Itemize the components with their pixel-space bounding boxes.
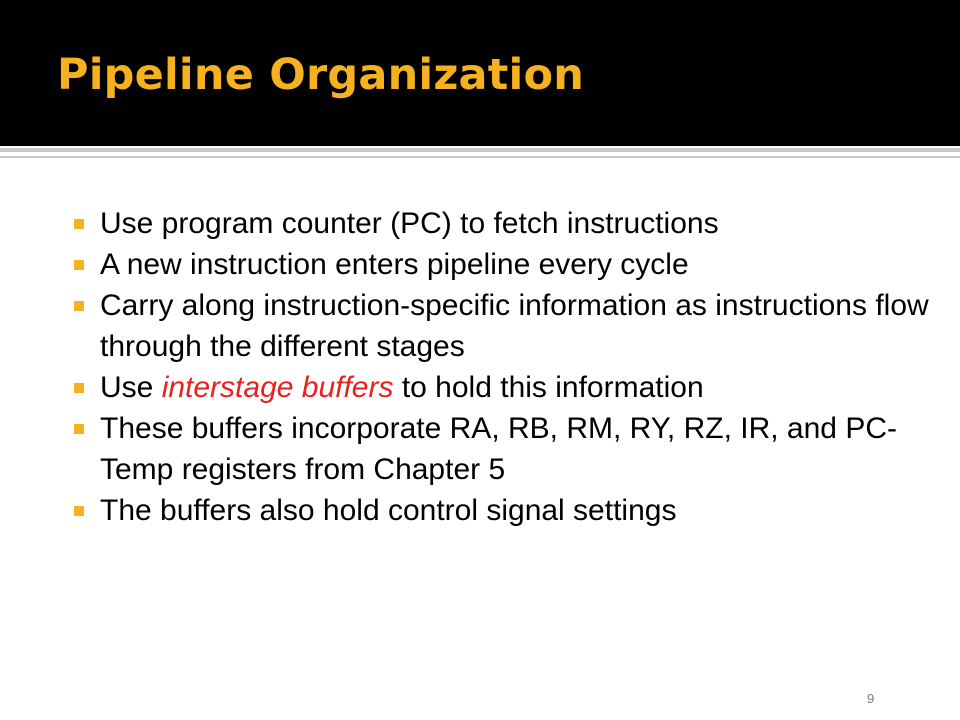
bullet-item bbox=[72, 244, 942, 285]
bullet-text-before: Use bbox=[100, 371, 162, 404]
square-bullet-icon bbox=[74, 506, 84, 516]
bullet-item bbox=[72, 367, 942, 408]
title-bar bbox=[0, 0, 960, 146]
bullet-list bbox=[72, 203, 942, 531]
bullet-text: Use program counter (PC) to fetch instructions bbox=[100, 207, 719, 240]
square-bullet-icon bbox=[74, 260, 84, 270]
header-divider bbox=[0, 148, 960, 152]
bullet-text: These buffers incorporate RA, RB, RM, RY, RZ, IR, and PC-Temp registers from Chapter 5 bbox=[100, 412, 897, 486]
header-divider-thin bbox=[0, 156, 960, 158]
bullet-item bbox=[72, 285, 942, 367]
bullet-text: The buffers also hold control signal settings bbox=[100, 494, 677, 527]
highlighted-term: interstage buffers bbox=[161, 371, 394, 404]
bullet-text-after: to hold this information bbox=[393, 371, 704, 404]
bullet-item bbox=[72, 490, 942, 531]
bullet-item bbox=[72, 408, 942, 490]
square-bullet-icon bbox=[74, 301, 84, 311]
bullet-text: Carry along instruction-specific information as instructions flow through the different stages bbox=[100, 289, 929, 363]
square-bullet-icon bbox=[74, 424, 84, 434]
page-number: 9 bbox=[867, 691, 875, 706]
square-bullet-icon bbox=[74, 219, 84, 229]
bullet-text: A new instruction enters pipeline every cycle bbox=[100, 248, 689, 281]
bullet-item bbox=[72, 203, 942, 244]
square-bullet-icon bbox=[74, 383, 84, 393]
slide-title: Pipeline Organization bbox=[57, 50, 585, 100]
